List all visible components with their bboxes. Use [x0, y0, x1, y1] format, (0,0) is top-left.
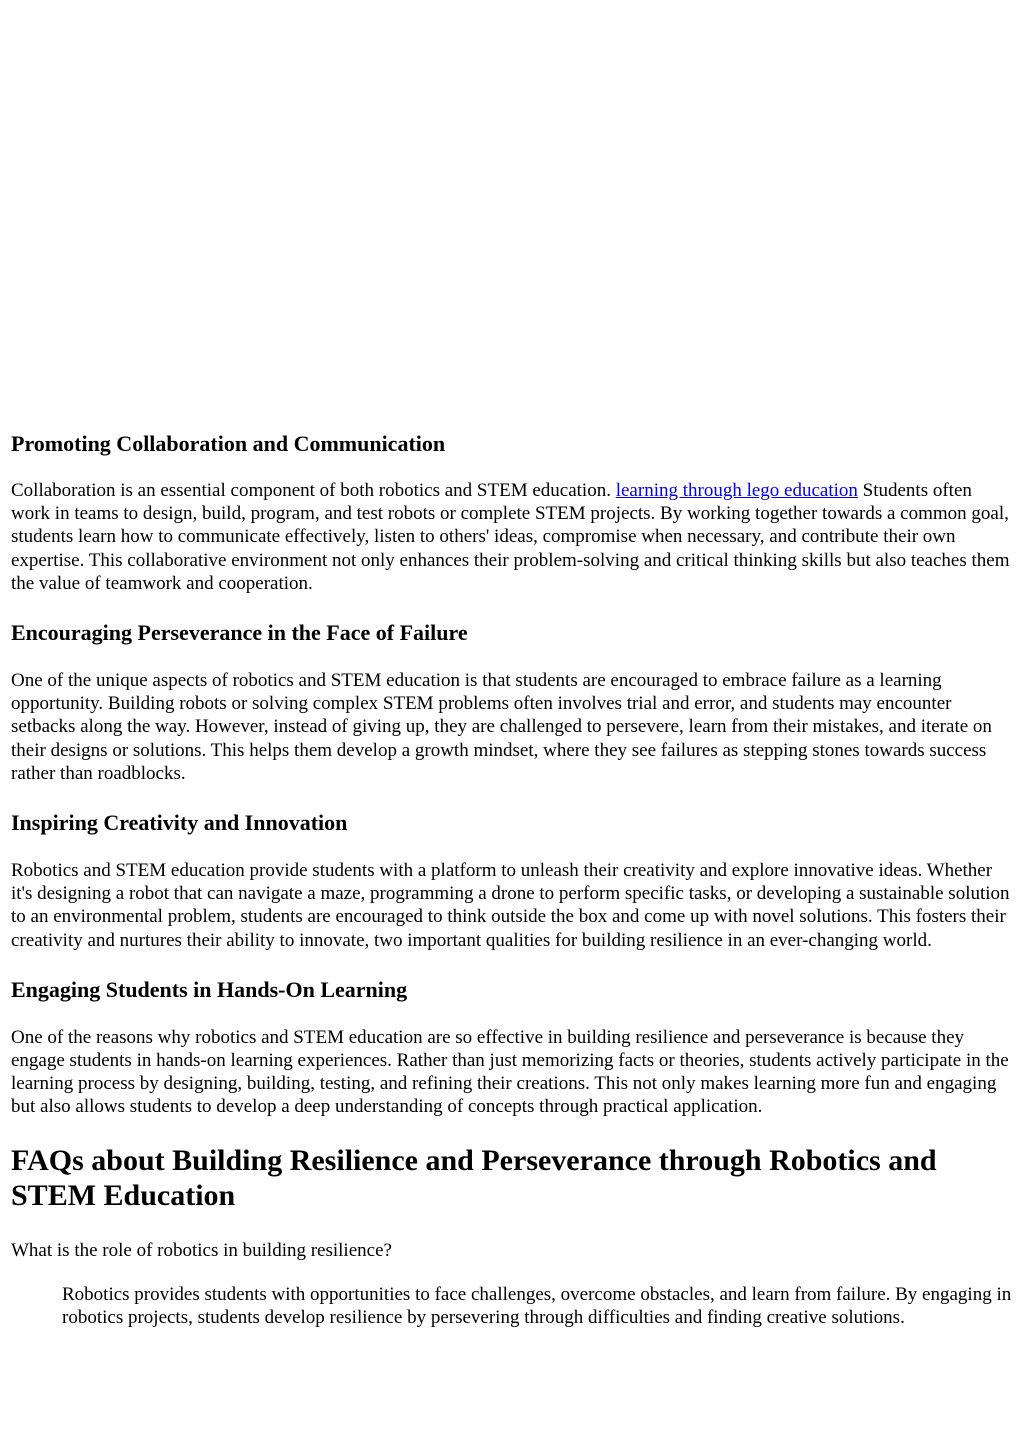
- section-heading-creativity: Inspiring Creativity and Innovation: [11, 810, 348, 836]
- section-heading-perseverance: Encouraging Perseverance in the Face of Failure: [11, 620, 468, 646]
- faq-heading: FAQs about Building Resilience and Perseverance through Robotics and STEM Education: [11, 1143, 937, 1212]
- section-heading-collaboration: Promoting Collaboration and Communication: [11, 431, 446, 456]
- top-blank-area: [0, 0, 1024, 420]
- lego-education-link[interactable]: learning through lego education: [615, 480, 858, 501]
- section-body-perseverance: One of the unique aspects of robotics and STEM education is that students are encouraged to embrace failure as a learning opportunity. Building robots or solving complex STEM problems often involves trial and error, and students may encounter setbacks along the way. However, instead of giving up, they are challenged to persevere, learn from their mistakes, and iterate on their designs or solutions. This helps them develop a growth mindset, where they see failures as stepping stones towards success rather than roadblocks.: [11, 670, 992, 784]
- section-body-collaboration: [11, 479, 1013, 595]
- collaboration-text-after-link: Students often work in teams to design, build, program, and test robots or complete STEM projects. By working together towards a common goal, students learn how to communicate effectively, listen to others' ideas, compromise when necessary, and contribute their own expertise. This collaborative environment not only enhances their problem-solving and critical thinking skills but also teaches them the value of teamwork and cooperation.: [11, 480, 1010, 594]
- article-content: [11, 428, 1013, 1329]
- faq-question: What is the role of robotics in building resilience?: [11, 1239, 392, 1261]
- faq-answer: Robotics provides students with opportunities to face challenges, overcome obstacles, and learn from failure. By engaging in robotics projects, students develop resilience by persevering through difficulties and finding creative solutions.: [62, 1283, 1012, 1329]
- section-body-hands-on: One of the reasons why robotics and STEM education are so effective in building resilience and perseverance is because they engage students in hands-on learning experiences. Rather than just memorizing facts or theories, students actively participate in the learning process by designing, building, testing, and refining their creations. This not only makes learning more fun and engaging but also allows students to develop a deep understanding of concepts through practical application.: [11, 1026, 1009, 1118]
- section-heading-hands-on: Engaging Students in Hands-On Learning: [11, 976, 408, 1002]
- collaboration-text-before-link: Collaboration is an essential component of both robotics and STEM education.: [11, 480, 616, 501]
- section-body-creativity: Robotics and STEM education provide students with a platform to unleash their creativity and explore innovative ideas. Whether it's designing a robot that can navigate a maze, programming a drone to perform specific tasks, or developing a sustainable solution to an environmental problem, students are encouraged to think outside the box and come up with novel solutions. This fosters their creativity and nurtures their ability to innovate, two important qualities for building resilience in an ever-changing world.: [11, 860, 1010, 951]
